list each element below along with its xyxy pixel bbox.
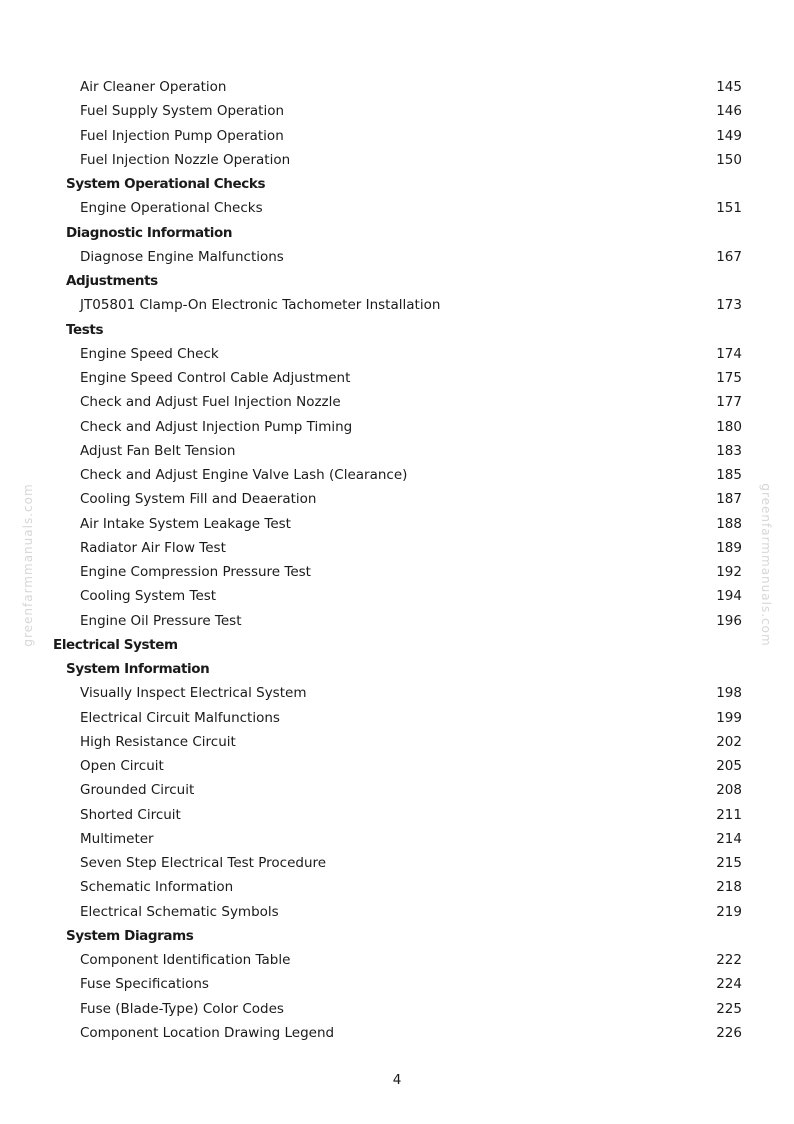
toc-entry-title: Engine Speed Check [80, 345, 219, 362]
toc-entry[interactable] [0, 730, 794, 754]
toc-entry-title: Fuel Supply System Operation [80, 103, 285, 120]
toc-entry-title: System Operational Checks [66, 176, 266, 192]
toc-entry-page-number: 150 [716, 151, 742, 168]
toc-entry-page-number: 198 [716, 685, 742, 702]
toc-entry-title: Check and Adjust Injection Pump Timing [80, 418, 353, 435]
toc-entry[interactable] [0, 124, 794, 148]
toc-entry[interactable] [0, 75, 794, 99]
toc-entry[interactable] [0, 560, 794, 584]
toc-subsection-heading [0, 269, 794, 293]
page-number: 4 [392, 1072, 402, 1088]
toc-entry-page-number: 196 [716, 612, 742, 629]
toc-entry-page-number: 180 [716, 418, 742, 435]
toc-entry-title: System Diagrams [66, 927, 194, 944]
toc-entry[interactable] [0, 390, 794, 414]
toc-entry-title: JT05801 Clamp-On Electronic Tachometer Installation [80, 297, 441, 314]
toc-entry[interactable] [0, 778, 794, 802]
toc-entry-title: Visually Inspect Electrical System [80, 685, 307, 702]
toc-entry-title: Cooling System Fill and Deaeration [80, 491, 317, 508]
toc-entry-page-number: 185 [716, 467, 742, 483]
toc-entry-page-number: 208 [716, 782, 742, 799]
toc-entry-title: Air Intake System Leakage Test [80, 515, 291, 532]
toc-entry-page-number: 173 [716, 297, 742, 314]
toc-entry-title: Tests [66, 321, 104, 338]
toc-entry[interactable] [0, 754, 794, 778]
toc-entry-page-number: 222 [716, 952, 742, 968]
table-of-contents [0, 75, 794, 1045]
toc-entry-page-number: 224 [716, 976, 742, 993]
toc-entry-title: Electrical System [53, 636, 178, 653]
toc-entry-page-number: 167 [716, 248, 742, 265]
toc-entry-title: Adjust Fan Belt Tension [80, 442, 236, 459]
toc-entry-page-number: 215 [716, 855, 742, 871]
toc-entry[interactable] [0, 439, 794, 463]
watermark-left: greenfarmmanuals.com [21, 483, 35, 647]
toc-entry-title: Fuse Specifications [80, 976, 209, 993]
toc-entry-title: Component Location Drawing Legend [80, 1024, 335, 1041]
toc-entry[interactable] [0, 584, 794, 608]
toc-entry-page-number: 149 [716, 127, 742, 144]
toc-entry-page-number: 183 [716, 442, 742, 459]
toc-subsection-heading [0, 318, 794, 342]
toc-subsection-heading [0, 924, 794, 948]
toc-entry-page-number: 219 [716, 903, 742, 920]
toc-entry[interactable] [0, 900, 794, 924]
toc-entry-title: Engine Oil Pressure Test [80, 612, 242, 629]
toc-entry-title: Open Circuit [80, 758, 164, 774]
toc-entry[interactable] [0, 875, 794, 899]
toc-subsection-heading [0, 172, 794, 196]
toc-entry-page-number: 146 [716, 103, 742, 120]
toc-entry-title: Fuse (Blade-Type) Color Codes [80, 1000, 284, 1017]
toc-entry-title: Electrical Circuit Malfunctions [80, 709, 280, 726]
toc-entry[interactable] [0, 851, 794, 875]
toc-entry-title: Multimeter [80, 830, 154, 847]
toc-entry[interactable] [0, 948, 794, 972]
toc-entry[interactable] [0, 366, 794, 390]
toc-entry-page-number: 174 [716, 345, 742, 362]
toc-entry-page-number: 188 [716, 515, 742, 532]
toc-entry-page-number: 205 [716, 758, 742, 774]
toc-entry-title: Electrical Schematic Symbols [80, 903, 279, 920]
toc-entry[interactable] [0, 827, 794, 851]
toc-entry-page-number: 202 [716, 733, 742, 750]
toc-entry-page-number: 187 [716, 491, 742, 508]
toc-entry-title: Radiator Air Flow Test [80, 539, 226, 556]
toc-entry[interactable] [0, 536, 794, 560]
toc-entry[interactable] [0, 997, 794, 1021]
watermark-right: greenfarmmanuals.com [759, 483, 773, 647]
toc-entry-title: Seven Step Electrical Test Procedure [80, 855, 327, 871]
toc-entry-page-number: 151 [716, 200, 742, 217]
toc-entry[interactable] [0, 415, 794, 439]
toc-entry-title: High Resistance Circuit [80, 733, 236, 750]
toc-entry-title: Diagnostic Information [66, 224, 233, 241]
toc-entry-title: Grounded Circuit [80, 782, 195, 799]
toc-entry-title: Fuel Injection Nozzle Operation [80, 151, 291, 168]
toc-entry-title: Engine Speed Control Cable Adjustment [80, 370, 351, 386]
toc-entry[interactable] [0, 512, 794, 536]
toc-subsection-heading [0, 221, 794, 245]
toc-entry-title: Cooling System Test [80, 588, 217, 605]
toc-entry-title: Adjustments [66, 273, 158, 289]
toc-entry-page-number: 194 [716, 588, 742, 605]
toc-entry[interactable] [0, 99, 794, 123]
toc-entry-page-number: 211 [716, 806, 742, 823]
toc-section-heading [0, 633, 794, 657]
toc-entry[interactable] [0, 148, 794, 172]
toc-entry-title: Diagnose Engine Malfunctions [80, 248, 284, 265]
toc-entry[interactable] [0, 487, 794, 511]
toc-entry[interactable] [0, 293, 794, 317]
toc-entry-page-number: 199 [716, 709, 742, 726]
toc-entry[interactable] [0, 706, 794, 730]
toc-entry[interactable] [0, 245, 794, 269]
toc-entry[interactable] [0, 972, 794, 996]
toc-entry-page-number: 145 [716, 79, 742, 95]
toc-entry-title: Engine Operational Checks [80, 200, 263, 217]
toc-entry[interactable] [0, 463, 794, 487]
toc-entry-title: Fuel Injection Pump Operation [80, 127, 284, 144]
toc-entry-page-number: 214 [716, 830, 742, 847]
toc-entry[interactable] [0, 609, 794, 633]
toc-entry-page-number: 225 [716, 1000, 742, 1017]
toc-entry-title: Engine Compression Pressure Test [80, 564, 311, 580]
toc-entry-page-number: 177 [716, 394, 742, 411]
toc-entry-title: Check and Adjust Fuel Injection Nozzle [80, 394, 341, 411]
toc-entry-title: Shorted Circuit [80, 806, 181, 823]
toc-entry-page-number: 226 [716, 1024, 742, 1041]
toc-entry[interactable] [0, 196, 794, 220]
toc-entry-page-number: 175 [716, 370, 742, 386]
toc-entry[interactable] [0, 342, 794, 366]
toc-entry-page-number: 189 [716, 539, 742, 556]
toc-entry-title: Air Cleaner Operation [80, 79, 227, 95]
toc-entry-page-number: 218 [716, 879, 742, 896]
toc-entry[interactable] [0, 681, 794, 705]
toc-entry[interactable] [0, 1021, 794, 1045]
toc-entry-title: System Information [66, 661, 210, 677]
toc-entry[interactable] [0, 803, 794, 827]
toc-subsection-heading [0, 657, 794, 681]
toc-entry-title: Component Identification Table [80, 952, 291, 968]
toc-entry-title: Check and Adjust Engine Valve Lash (Clearance) [80, 467, 408, 483]
toc-entry-page-number: 192 [716, 564, 742, 580]
toc-entry-title: Schematic Information [80, 879, 234, 896]
